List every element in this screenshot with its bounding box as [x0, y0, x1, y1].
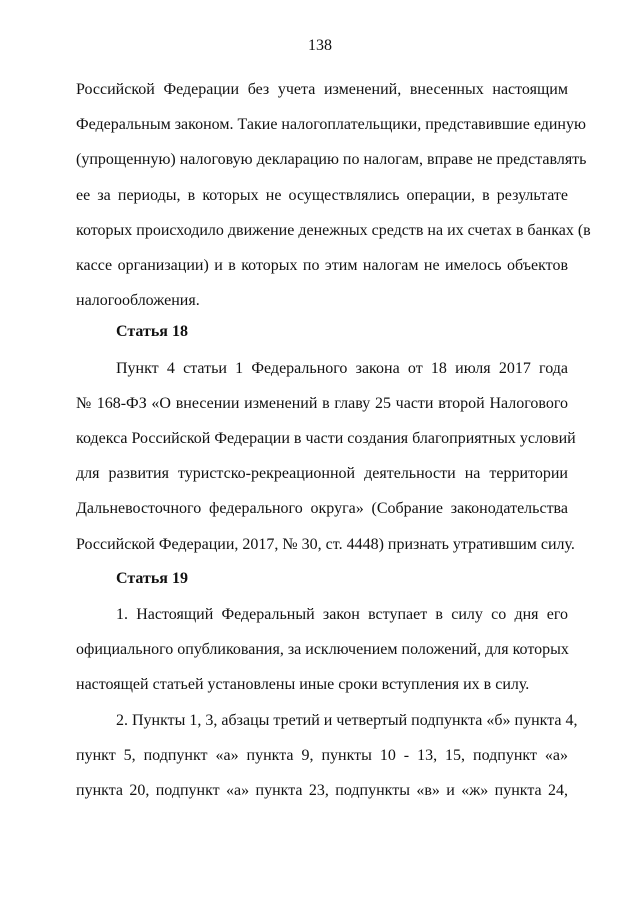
paragraph-line: настоящей статьей установлены иные сроки вступления их в силу.	[76, 676, 530, 694]
article-heading: Статья 18	[116, 323, 188, 341]
paragraph-line: кодекса Российской Федерации в части создания благоприятных условий	[76, 430, 576, 447]
paragraph-line: для развития туристско-рекреационной деятельности на территории	[76, 465, 568, 483]
paragraph-line: № 168-ФЗ «О внесении изменений в главу 25 части второй Налогового	[76, 394, 568, 412]
paragraph-line: официального опубликования, за исключением положений, для которых	[76, 641, 569, 659]
article-heading: Статья 19	[116, 569, 188, 587]
paragraph-line: ее за периоды, в которых не осуществлялись операции, в результате	[76, 186, 568, 204]
paragraph-line: которых происходило движение денежных средств на их счетах в банках (в	[76, 221, 591, 239]
paragraph-line: налогообложения.	[76, 292, 200, 310]
paragraph-line: 2. Пункты 1, 3, абзацы третий и четвертый подпункта «б» пункта 4,	[116, 711, 578, 729]
page-number: 138	[308, 37, 332, 54]
paragraph-line: кассе организации) и в которых по этим налогам не имелось объектов	[76, 257, 568, 274]
paragraph-line: Дальневосточного федерального округа» (Собрание законодательства	[76, 500, 568, 518]
paragraph-line: пункта 20, подпункт «а» пункта 23, подпункты «в» и «ж» пункта 24,	[76, 782, 568, 799]
paragraph-line: пункт 5, подпункт «а» пункта 9, пункты 10 - 13, 15, подпункт «а»	[76, 746, 568, 764]
paragraph-line: Пункт 4 статьи 1 Федерального закона от 18 июля 2017 года	[116, 359, 568, 377]
paragraph-line: Российской Федерации, 2017, № 30, ст. 4448) признать утратившим силу.	[76, 535, 575, 553]
paragraph-line: 1. Настоящий Федеральный закон вступает в силу со дня его	[116, 606, 568, 623]
paragraph-line: (упрощенную) налоговую декларацию по налогам, вправе не представлять	[76, 151, 587, 169]
paragraph-line: Российской Федерации без учета изменений, внесенных настоящим	[76, 81, 568, 98]
paragraph-line: Федеральным законом. Такие налогоплательщики, представившие единую	[76, 116, 586, 134]
